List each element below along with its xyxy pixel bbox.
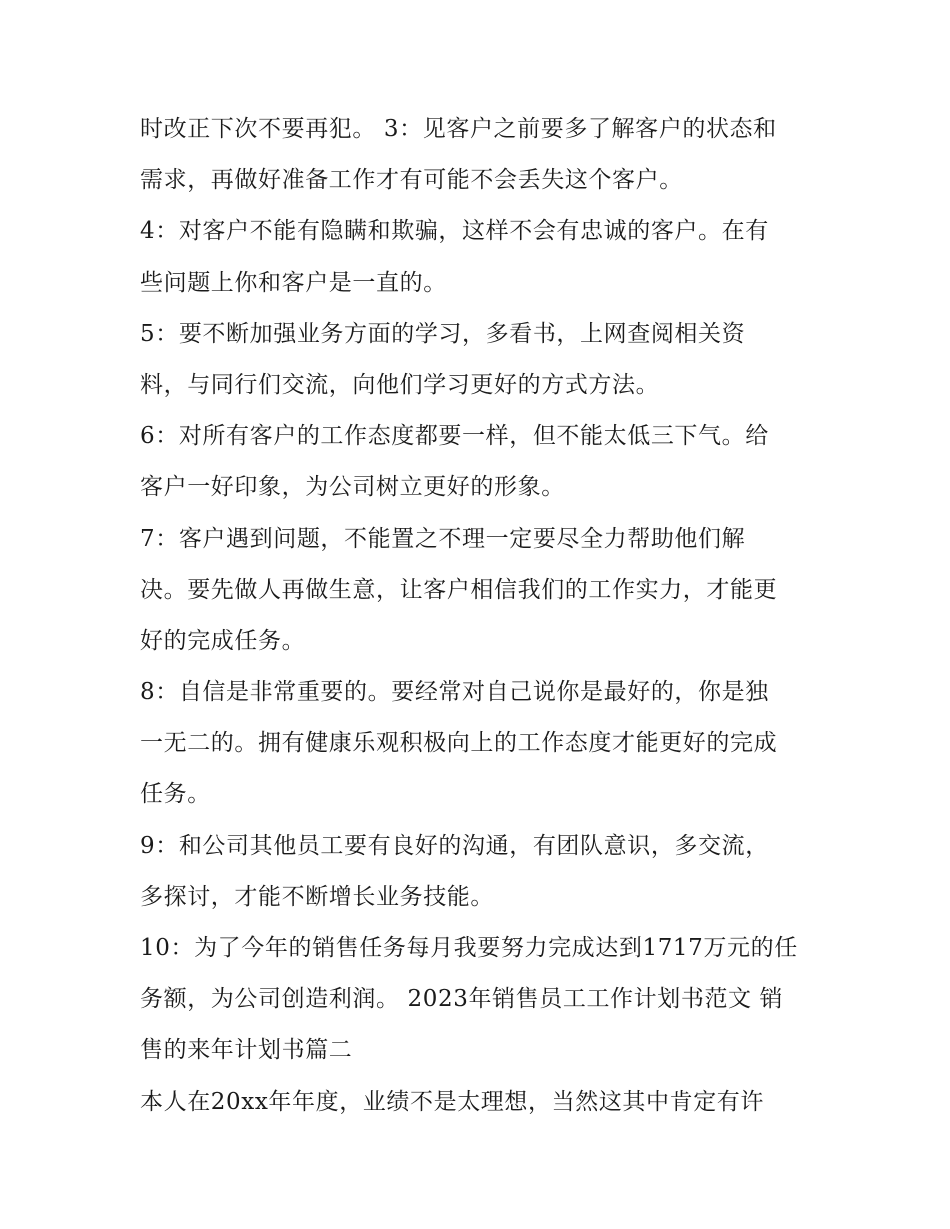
- text-line: 售的来年计划书篇二: [140, 1037, 353, 1064]
- text-line: 6：对所有客户的工作态度都要一样，但不能太低三下气。给: [140, 423, 769, 450]
- text-line: 9：和公司其他员工要有良好的沟通，有团队意识，多交流，: [140, 832, 769, 859]
- text-line: 客户一好印象，为公司树立更好的形象。: [140, 474, 565, 501]
- text-line: 4：对客户不能有隐瞒和欺骗，这样不会有忠诚的客户。在有: [140, 218, 769, 245]
- text-line: 料，与同行们交流，向他们学习更好的方式方法。: [140, 371, 660, 398]
- text-line: 任务。: [140, 781, 211, 808]
- text-line: 需求，再做好准备工作才有可能不会丢失这个客户。: [140, 167, 683, 194]
- text-line: 时改正下次不要再犯。 3：见客户之前要多了解客户的状态和: [140, 116, 777, 142]
- text-line: 7：客户遇到问题，不能置之不理一定要尽全力帮助他们解: [140, 525, 746, 552]
- text-line: 决。要先做人再做生意，让客户相信我们的工作实力，才能更: [140, 576, 778, 603]
- text-line: 本人在20xx年年度，业绩不是太理想，当然这其中肯定有许: [140, 1088, 765, 1115]
- text-line: 务额，为公司创造利润。 2023年销售员工工作计划书范文 销: [140, 986, 784, 1013]
- text-line: 8：自信是非常重要的。要经常对自己说你是最好的，你是独: [140, 679, 769, 706]
- text-line: 一无二的。拥有健康乐观积极向上的工作态度才能更好的完成: [140, 730, 778, 757]
- text-line: 5：要不断加强业务方面的学习，多看书，上网查阅相关资: [140, 320, 746, 347]
- text-line: 10：为了今年的销售任务每月我要努力完成达到1717万元的任: [140, 935, 798, 961]
- text-line: 多探讨，才能不断增长业务技能。: [140, 883, 494, 910]
- text-line: 些问题上你和客户是一直的。: [140, 269, 447, 296]
- text-line: 好的完成任务。: [140, 627, 306, 654]
- document-body: [140, 104, 830, 1128]
